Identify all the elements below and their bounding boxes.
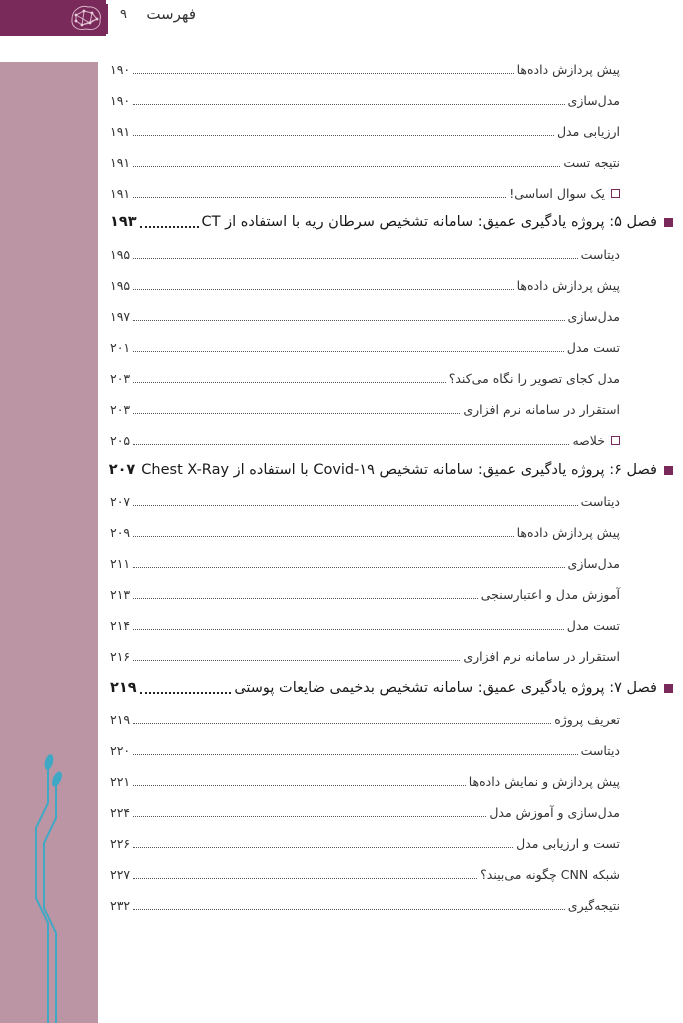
toc-item[interactable]: [110, 150, 620, 174]
toc-item[interactable]: [110, 57, 620, 81]
chapter-title: فصل ۵: پروژه یادگیری عمیق: سامانه تشخیص سرطان ریه با استفاده از CT: [201, 214, 657, 230]
toc-label: مدل کجای تصویر را نگاه می‌کند؟: [448, 370, 620, 386]
toc-item[interactable]: [110, 520, 620, 544]
toc-page-number: ۲۱۶: [110, 648, 131, 664]
dot-leader: [133, 816, 486, 817]
dot-leader: [133, 351, 564, 352]
toc-page-number: ۲۰۵: [110, 432, 131, 448]
toc-item[interactable]: [110, 831, 620, 855]
toc-section[interactable]: [110, 428, 620, 452]
toc-label: تعریف پروژه: [554, 711, 620, 727]
toc-label: پیش پردازش داده‌ها: [516, 524, 620, 540]
toc-page-number: ۱۹۰: [110, 61, 131, 77]
toc-label: پیش پردازش و نمایش داده‌ها: [468, 773, 620, 789]
toc-page-number: ۱۹۷: [110, 308, 131, 324]
header-divider: [106, 4, 108, 34]
toc-label: تست مدل: [566, 617, 620, 633]
toc-label: مدل‌سازی: [567, 555, 620, 571]
toc-page-number: ۱۹۱: [110, 154, 131, 170]
toc-item[interactable]: [110, 644, 620, 668]
toc-page-number: ۱۹۱: [110, 123, 131, 139]
dot-leader: [133, 660, 460, 661]
toc-item[interactable]: [110, 862, 620, 886]
dot-leader: [133, 785, 466, 786]
toc-label: دیتاست: [580, 493, 620, 509]
chapter-title: فصل ۶: پروژه یادگیری عمیق: سامانه تشخیص Covid-۱۹ با استفاده از Chest X-Ray: [141, 462, 657, 478]
toc-item[interactable]: [110, 119, 620, 143]
toc-page-number: ۱۹۰: [110, 92, 131, 108]
toc-label: استقرار در سامانه نرم افزاری: [463, 648, 620, 664]
toc-page-number: ۲۰۳: [110, 401, 131, 417]
toc-item[interactable]: [110, 88, 620, 112]
toc-label: دیتاست: [580, 246, 620, 262]
toc-page-number: ۱۹۵: [110, 246, 131, 262]
toc-page-number: ۱۹۱: [110, 185, 131, 201]
toc-item[interactable]: [110, 335, 620, 359]
dot-leader: [133, 320, 564, 321]
chapter-page-number: ۱۹۳: [110, 214, 137, 230]
chapter-bullet-icon: [664, 218, 673, 227]
toc-page-number: ۲۰۳: [110, 370, 131, 386]
circuit-decoration-icon: [28, 748, 78, 1023]
toc-item[interactable]: [110, 242, 620, 266]
toc-page-number: ۲۱۴: [110, 617, 131, 633]
dot-leader: [133, 505, 577, 506]
page-number: ۹: [120, 7, 127, 22]
toc-page-number: ۲۲۱: [110, 773, 131, 789]
section-bullet-icon: [611, 436, 620, 445]
toc-item[interactable]: [110, 273, 620, 297]
dot-leader: [133, 197, 506, 198]
dot-leader: [133, 104, 564, 105]
dot-leader: [133, 413, 460, 414]
toc-item[interactable]: [110, 738, 620, 762]
toc-chapter[interactable]: [110, 456, 673, 484]
dot-leader: [133, 567, 564, 568]
toc-label: یک سوال اساسی!: [509, 185, 605, 201]
toc-page-number: ۲۳۲: [110, 897, 131, 913]
toc-label: مدل‌سازی: [567, 308, 620, 324]
dot-leader: [133, 73, 513, 74]
chapter-title: فصل ۷: پروژه یادگیری عمیق: سامانه تشخیص بدخیمی ضایعات پوستی: [234, 680, 657, 696]
toc-chapter[interactable]: [110, 208, 673, 236]
toc-page-number: ۲۰۱: [110, 339, 131, 355]
dot-leader: [133, 723, 551, 724]
toc-label: مدل‌سازی: [567, 92, 620, 108]
toc-label: ارزیابی مدل: [556, 123, 620, 139]
toc-item[interactable]: [110, 893, 620, 917]
toc-label: تست مدل: [566, 339, 620, 355]
chapter-page-number: ۲۱۹: [110, 680, 137, 696]
dot-leader: [133, 536, 513, 537]
page-title: فهرست: [146, 5, 196, 23]
section-bullet-icon: [611, 189, 620, 198]
dot-leader: [133, 289, 513, 290]
toc-page-number: ۲۱۳: [110, 586, 131, 602]
toc-page-number: ۱۹۵: [110, 277, 131, 293]
toc-page-number: ۲۲۷: [110, 866, 131, 882]
toc-item[interactable]: [110, 769, 620, 793]
toc-label: پیش پردازش داده‌ها: [516, 61, 620, 77]
dot-leader: [133, 847, 513, 848]
toc-page-number: ۲۰۷: [110, 493, 131, 509]
dot-leader: [133, 878, 477, 879]
toc-item[interactable]: [110, 397, 620, 421]
toc-chapter[interactable]: [110, 674, 673, 702]
toc-label: آموزش مدل و اعتبارسنجی: [480, 586, 620, 602]
toc-label: تست و ارزیابی مدل: [516, 835, 620, 851]
toc-page-number: ۲۲۰: [110, 742, 131, 758]
chapter-bullet-icon: [664, 684, 673, 693]
toc-label: نتیجه تست: [563, 154, 620, 170]
dot-leader: [133, 598, 478, 599]
dot-leader: [133, 909, 565, 910]
toc-label: خلاصه: [572, 432, 605, 448]
toc-label: دیتاست: [580, 742, 620, 758]
toc-page-number: ۲۲۴: [110, 804, 131, 820]
toc-item[interactable]: [110, 707, 620, 731]
toc-item[interactable]: [110, 613, 620, 637]
toc-item[interactable]: [110, 366, 620, 390]
toc-page-number: ۲۱۹: [110, 711, 131, 727]
toc-label: مدل‌سازی و آموزش مدل: [489, 804, 620, 820]
toc-item[interactable]: [110, 551, 620, 575]
chapter-bullet-icon: [664, 466, 673, 475]
toc-section[interactable]: [110, 181, 620, 205]
toc-label: استقرار در سامانه نرم افزاری: [463, 401, 620, 417]
dot-leader: [133, 258, 577, 259]
toc-label: نتیجه‌گیری: [567, 897, 620, 913]
toc-page-number: ۲۲۶: [110, 835, 131, 851]
toc-page-number: ۲۰۹: [110, 524, 131, 540]
dot-leader: [133, 382, 446, 383]
dot-leader: [133, 166, 560, 167]
dot-leader: [133, 754, 577, 755]
dot-leader: [140, 692, 232, 694]
brain-network-icon: [66, 3, 104, 33]
toc-item[interactable]: [110, 489, 620, 513]
dot-leader: [133, 629, 564, 630]
chapter-page-number: ۲۰۷: [108, 462, 136, 478]
dot-leader: [133, 444, 569, 445]
toc-item[interactable]: [110, 582, 620, 606]
toc-item[interactable]: [110, 800, 620, 824]
toc-page-number: ۲۱۱: [110, 555, 131, 571]
toc-item[interactable]: [110, 304, 620, 328]
toc-label: پیش پردازش داده‌ها: [516, 277, 620, 293]
toc-label: شبکه CNN چگونه می‌بیند؟: [480, 866, 620, 882]
dot-leader: [133, 135, 554, 136]
dot-leader: [140, 226, 199, 228]
